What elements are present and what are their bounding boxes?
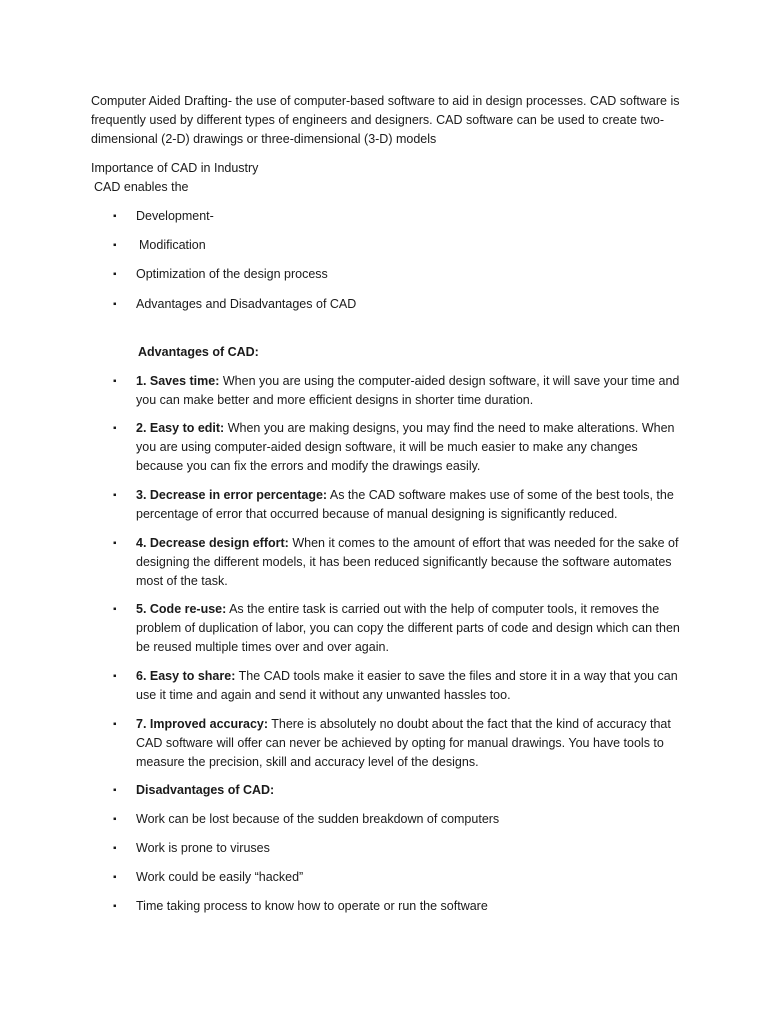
advantage-title: 1. Saves time: — [136, 374, 220, 388]
disadvantage-item: Work is prone to viruses — [136, 841, 270, 855]
bullet-icon: ▪ — [113, 269, 117, 280]
bullet-icon: ▪ — [113, 872, 117, 883]
intro-term: Computer Aided Drafting — [91, 94, 228, 108]
advantage-title: 4. Decrease design effort: — [136, 536, 289, 550]
advantage-text: As the CAD software makes use of some of the best tools, the percentage of error that occurred because of manual designing is significantly reduced. — [136, 488, 674, 521]
advantage-title: 3. Decrease in error percentage: — [136, 488, 328, 502]
advantage-item — [136, 534, 681, 591]
bullet-icon: ▪ — [113, 376, 117, 387]
advantage-item — [136, 372, 681, 410]
advantage-text: The CAD tools make it easier to save the files and store it in a way that you can use it time and again and send it without any unwanted hassles too. — [136, 669, 678, 702]
importance-lead: CAD enables the — [94, 180, 189, 194]
advantage-item — [136, 667, 681, 705]
advantage-title: 5. Code re-use: — [136, 602, 227, 616]
list-item: Optimization of the design process — [136, 267, 328, 281]
advantage-text: When you are making designs, you may find the need to make alterations. When you are using computer-aided design software, it will be much easier to make any changes because you can fix the errors and modify the drawings easily. — [136, 421, 675, 473]
bullet-icon: ▪ — [113, 843, 117, 854]
importance-heading: Importance of CAD in Industry — [91, 161, 259, 175]
advantage-item — [136, 486, 681, 524]
disadvantages-heading: Disadvantages of CAD: — [136, 783, 275, 797]
bullet-icon: ▪ — [113, 785, 117, 796]
bullet-icon: ▪ — [113, 240, 117, 251]
advantage-item — [136, 600, 681, 657]
advantage-text: When you are using the computer-aided design software, it will save your time and you can make better and more efficient designs in shorter time duration. — [136, 374, 680, 407]
disadvantage-item: Work could be easily “hacked” — [136, 870, 304, 884]
bullet-icon: ▪ — [113, 604, 117, 615]
bullet-icon: ▪ — [113, 671, 117, 682]
bullet-icon: ▪ — [113, 423, 117, 434]
advantage-text: When it comes to the amount of effort that was needed for the sake of designing the different models, it has been reduced significantly because the software automates most of the task. — [136, 536, 679, 588]
advantage-title: 6. Easy to share: — [136, 669, 236, 683]
bullet-icon: ▪ — [113, 490, 117, 501]
advantage-item — [136, 715, 681, 772]
bullet-icon: ▪ — [113, 211, 117, 222]
disadvantage-item: Time taking process to know how to operate or run the software — [136, 899, 488, 913]
intro-definition: - the use of computer-based software to aid in design processes. CAD software is frequently used by different types of engineers and designers. CAD software can be used to create two-dimensional (2-D) drawings or three-dimensional (3-D) models — [91, 94, 680, 146]
bullet-icon: ▪ — [113, 814, 117, 825]
list-item: Development- — [136, 209, 214, 223]
advantage-item — [136, 419, 681, 476]
bullet-icon: ▪ — [113, 719, 117, 730]
bullet-icon: ▪ — [113, 538, 117, 549]
advantage-title: 7. Improved accuracy: — [136, 717, 269, 731]
advantages-heading: Advantages of CAD: — [138, 345, 259, 359]
advantage-text: As the entire task is carried out with the help of computer tools, it removes the problem of duplication of labor, you can copy the different parts of code and design which can then be reused multiple times over and over again. — [136, 602, 680, 654]
advantage-title: 2. Easy to edit: — [136, 421, 225, 435]
advantage-text: There is absolutely no doubt about the fact that the kind of accuracy that CAD software will offer can never be achieved by opting for manual drawings. You have tools to measure the precision, skill and accuracy level of the designs. — [136, 717, 671, 769]
list-item: Modification — [139, 238, 206, 252]
disadvantage-item: Work can be lost because of the sudden breakdown of computers — [136, 812, 500, 826]
bullet-icon: ▪ — [113, 299, 117, 310]
intro-paragraph — [91, 92, 681, 149]
bullet-icon: ▪ — [113, 901, 117, 912]
list-item: Advantages and Disadvantages of CAD — [136, 297, 357, 311]
